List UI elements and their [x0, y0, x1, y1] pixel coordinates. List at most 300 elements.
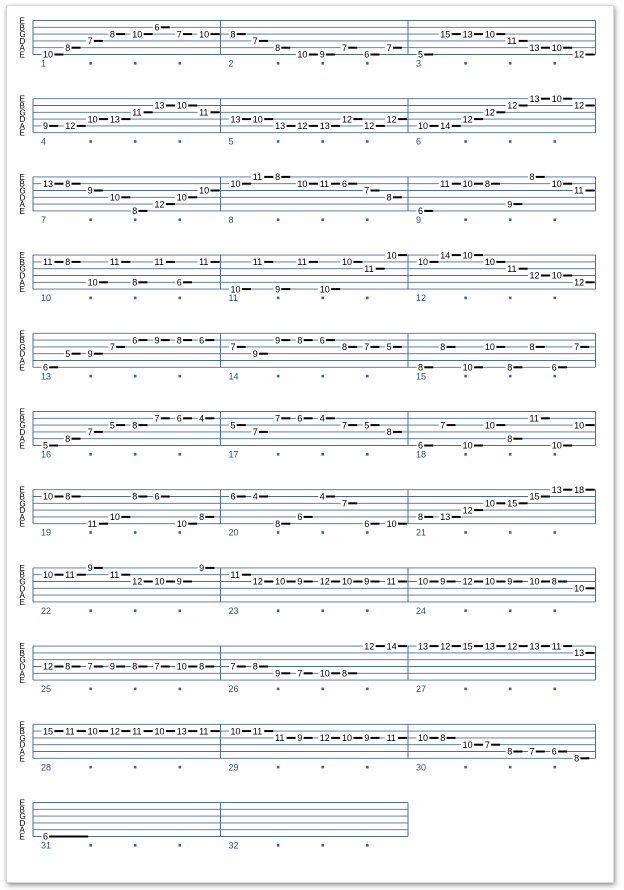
fret-number: 11	[109, 569, 120, 580]
beat-dot	[366, 375, 369, 378]
beat-dot	[179, 844, 182, 847]
fret-number: 5	[43, 440, 49, 451]
string-label-b: B	[19, 648, 25, 658]
string-label-a: A	[19, 825, 25, 835]
beat-dot	[321, 531, 324, 534]
fret-number: 10	[574, 583, 585, 594]
fret-number: 12	[252, 576, 263, 587]
fret-number: 7	[87, 427, 93, 438]
fret-number: 7	[529, 746, 535, 757]
fret-number: 13	[574, 648, 585, 659]
fret-number: 5	[364, 420, 370, 431]
fret-number: 5	[65, 348, 71, 359]
fret-number: 11	[529, 413, 539, 424]
fret-number: 10	[297, 49, 308, 60]
string-label-a: A	[19, 669, 25, 679]
fret-number: 10	[176, 100, 187, 111]
fret-number: 10	[176, 192, 187, 203]
fret-number: 11	[507, 263, 517, 274]
beat-dot	[464, 218, 467, 221]
beat-dot	[134, 375, 137, 378]
measure-number: 17	[228, 449, 239, 460]
fret-number: 6	[154, 491, 160, 502]
string-label-d: D	[19, 271, 26, 281]
string-label-a: A	[19, 278, 25, 288]
string-label-g: G	[19, 30, 26, 40]
beat-dot	[366, 140, 369, 143]
beat-dot	[89, 140, 92, 143]
fret-number: 8	[574, 753, 580, 764]
fret-number: 15	[43, 726, 54, 737]
fret-number: 12	[462, 114, 473, 125]
beat-dot	[464, 375, 467, 378]
fret-number: 9	[252, 348, 258, 359]
fret-number: 10	[418, 576, 429, 587]
fret-number: 8	[275, 172, 281, 183]
string-label-e: E	[19, 642, 25, 652]
string-label-b: B	[19, 727, 25, 737]
string-label-a: A	[19, 200, 25, 210]
fret-number: 7	[386, 42, 392, 53]
fret-number: 6	[342, 178, 348, 189]
beat-dot	[179, 375, 182, 378]
string-label-e: E	[19, 720, 25, 730]
fret-number: 11	[199, 726, 209, 737]
fret-number: 8	[484, 178, 490, 189]
measure-number: 14	[228, 371, 239, 382]
beat-dot	[509, 297, 512, 300]
fret-number: 13	[43, 178, 54, 189]
beat-dot	[366, 218, 369, 221]
beat-dot	[366, 62, 369, 65]
measure-number: 18	[416, 449, 427, 460]
fret-number: 10	[319, 668, 330, 679]
beat-dot	[277, 844, 280, 847]
fret-number: 6	[297, 512, 303, 523]
fret-number: 8	[342, 342, 348, 353]
string-label-e: E	[19, 363, 25, 373]
fret-number: 10	[484, 342, 495, 353]
fret-number: 10	[132, 29, 143, 40]
beat-dot	[366, 844, 369, 847]
fret-number: 11	[507, 36, 517, 47]
string-label-e: E	[19, 754, 25, 764]
beat-dot	[134, 844, 137, 847]
string-label-b: B	[19, 179, 25, 189]
fret-number: 7	[364, 185, 370, 196]
string-label-e: E	[19, 206, 25, 216]
fret-number: 7	[275, 413, 281, 424]
fret-number: 8	[275, 42, 281, 53]
beat-dot	[554, 140, 557, 143]
fret-number: 6	[132, 335, 138, 346]
fret-number: 12	[574, 277, 585, 288]
fret-number: 7	[342, 42, 348, 53]
measure-number: 12	[416, 293, 427, 304]
fret-number: 8	[230, 29, 236, 40]
measure-number: 4	[41, 136, 47, 147]
fret-number: 6	[43, 362, 49, 373]
string-label-d: D	[19, 193, 26, 203]
measure-number: 6	[416, 136, 422, 147]
fret-number: 10	[342, 257, 353, 268]
fret-number: 13	[551, 484, 562, 495]
beat-dot	[277, 375, 280, 378]
fret-number: 6	[199, 335, 205, 346]
beat-dot	[554, 609, 557, 612]
string-label-g: G	[19, 733, 26, 743]
beat-dot	[321, 766, 324, 769]
fret-number: 13	[176, 726, 187, 737]
fret-number: 9	[507, 576, 513, 587]
beat-dot	[134, 609, 137, 612]
fret-number: 10	[551, 42, 562, 53]
string-label-e: E	[19, 128, 25, 138]
fret-number: 8	[65, 433, 71, 444]
beat-dot	[464, 62, 467, 65]
fret-number: 10	[462, 250, 473, 261]
string-label-d: D	[19, 349, 26, 359]
string-label-g: G	[19, 342, 26, 352]
fret-number: 10	[43, 569, 54, 580]
string-label-a: A	[19, 747, 25, 757]
fret-number: 12	[319, 576, 330, 587]
beat-dot	[554, 218, 557, 221]
measure-number: 21	[416, 527, 427, 538]
beat-dot	[89, 297, 92, 300]
fret-number: 10	[275, 576, 286, 587]
beat-dot	[366, 688, 369, 691]
string-label-e: E	[19, 798, 25, 808]
fret-number: 5	[109, 420, 115, 431]
fret-number: 13	[529, 93, 540, 104]
fret-number: 10	[386, 518, 397, 529]
fret-number: 7	[342, 420, 348, 431]
fret-number: 12	[574, 100, 585, 111]
fret-number: 11	[230, 569, 240, 580]
beat-dot	[277, 531, 280, 534]
beat-dot	[89, 218, 92, 221]
beat-dot	[554, 766, 557, 769]
beat-dot	[509, 609, 512, 612]
measure-number: 26	[228, 684, 239, 695]
fret-number: 8	[440, 733, 446, 744]
beat-dot	[277, 453, 280, 456]
beat-dot	[277, 297, 280, 300]
beat-dot	[179, 62, 182, 65]
fret-number: 6	[176, 413, 182, 424]
fret-number: 8	[199, 512, 205, 523]
fret-number: 11	[574, 185, 584, 196]
fret-number: 9	[297, 733, 303, 744]
fret-number: 8	[507, 746, 513, 757]
fret-number: 8	[507, 362, 513, 373]
string-label-b: B	[19, 336, 25, 346]
fret-number: 8	[529, 172, 535, 183]
fret-number: 10	[154, 726, 165, 737]
fret-number: 7	[364, 342, 370, 353]
fret-number: 10	[252, 114, 263, 125]
fret-number: 8	[297, 335, 303, 346]
beat-dot	[464, 297, 467, 300]
string-label-e: E	[19, 407, 25, 417]
fret-number: 12	[507, 641, 518, 652]
beat-dot	[89, 609, 92, 612]
fret-number: 7	[342, 498, 348, 509]
beat-dot	[179, 688, 182, 691]
fret-number: 10	[230, 284, 241, 295]
fret-number: 10	[462, 739, 473, 750]
fret-number: 9	[176, 576, 182, 587]
fret-number: 10	[297, 178, 308, 189]
fret-number: 9	[43, 121, 49, 132]
beat-dot	[179, 531, 182, 534]
fret-number: 12	[507, 100, 518, 111]
beat-dot	[321, 218, 324, 221]
beat-dot	[321, 297, 324, 300]
fret-number: 7	[484, 739, 490, 750]
fret-number: 9	[507, 199, 513, 210]
fret-number: 10	[551, 93, 562, 104]
fret-number: 10	[418, 121, 429, 132]
fret-number: 8	[132, 420, 138, 431]
measure-number: 32	[228, 840, 239, 851]
fret-number: 10	[418, 733, 429, 744]
fret-number: 8	[551, 576, 557, 587]
measure-number: 22	[41, 605, 52, 616]
measure-number: 23	[228, 605, 239, 616]
fret-number: 12	[132, 576, 143, 587]
fret-number: 13	[529, 641, 540, 652]
fret-number: 10	[319, 284, 330, 295]
fret-number: 10	[484, 420, 495, 431]
beat-dot	[277, 62, 280, 65]
string-label-e: E	[19, 94, 25, 104]
string-label-e: E	[19, 172, 25, 182]
string-label-a: A	[19, 121, 25, 131]
fret-number: 10	[176, 661, 187, 672]
string-label-g: G	[19, 186, 26, 196]
fret-number: 10	[484, 498, 495, 509]
beat-dot	[277, 218, 280, 221]
measure-number: 19	[41, 527, 52, 538]
measure-number: 27	[416, 684, 427, 695]
fret-number: 10	[484, 576, 495, 587]
fret-number: 10	[386, 250, 397, 261]
beat-dot	[134, 766, 137, 769]
beat-dot	[134, 531, 137, 534]
fret-number: 8	[132, 206, 138, 217]
string-label-e: E	[19, 251, 25, 261]
beat-dot	[277, 140, 280, 143]
beat-dot	[89, 766, 92, 769]
beat-dot	[277, 609, 280, 612]
beat-dot	[554, 531, 557, 534]
fret-number: 10	[574, 420, 585, 431]
fret-number: 11	[252, 257, 263, 268]
fret-number: 8	[418, 362, 424, 373]
string-label-g: G	[19, 421, 26, 431]
fret-number: 8	[252, 661, 258, 672]
beat-dot	[321, 375, 324, 378]
beat-dot	[179, 140, 182, 143]
measure-number: 9	[416, 214, 422, 225]
fret-number: 12	[364, 121, 375, 132]
fret-number: 13	[109, 114, 120, 125]
fret-number: 9	[87, 563, 93, 574]
fret-number: 13	[275, 121, 286, 132]
fret-number: 7	[297, 668, 303, 679]
fret-number: 11	[551, 641, 562, 652]
fret-number: 12	[484, 107, 495, 118]
beat-dot	[179, 297, 182, 300]
fret-number: 9	[364, 733, 370, 744]
fret-number: 8	[342, 668, 348, 679]
string-label-d: D	[19, 818, 26, 828]
string-label-d: D	[19, 662, 26, 672]
fret-number: 6	[297, 413, 303, 424]
measure-number: 28	[41, 762, 52, 773]
string-label-a: A	[19, 591, 25, 601]
fret-number: 9	[87, 185, 93, 196]
fret-number: 11	[154, 257, 164, 268]
string-label-e: E	[19, 676, 25, 686]
string-label-d: D	[19, 584, 26, 594]
beat-dot	[464, 688, 467, 691]
fret-number: 4	[252, 491, 258, 502]
fret-number: 18	[574, 484, 585, 495]
measure-number: 15	[416, 371, 427, 382]
beat-dot	[89, 453, 92, 456]
fret-number: 9	[154, 335, 160, 346]
measure-number: 31	[41, 840, 52, 851]
beat-dot	[179, 453, 182, 456]
fret-number: 7	[154, 661, 160, 672]
measure-number: 25	[41, 684, 52, 695]
string-label-a: A	[19, 43, 25, 53]
measure-number: 7	[41, 214, 47, 225]
fret-number: 6	[176, 277, 182, 288]
fret-number: 10	[109, 512, 120, 523]
string-label-e: E	[19, 50, 25, 60]
fret-number: 11	[386, 576, 396, 587]
fret-number: 11	[440, 178, 450, 189]
string-label-e: E	[19, 519, 25, 529]
fret-number: 6	[364, 49, 370, 60]
string-label-g: G	[19, 108, 26, 118]
fret-number: 5	[386, 342, 392, 353]
beat-dot	[464, 531, 467, 534]
fret-number: 9	[87, 348, 93, 359]
fret-number: 4	[319, 491, 325, 502]
beat-dot	[134, 453, 137, 456]
beat-dot	[464, 766, 467, 769]
beat-dot	[134, 218, 137, 221]
beat-dot	[509, 766, 512, 769]
fret-number: 14	[440, 121, 451, 132]
beat-dot	[509, 218, 512, 221]
beat-dot	[554, 297, 557, 300]
fret-number: 13	[462, 29, 473, 40]
fret-number: 8	[418, 512, 424, 523]
string-label-d: D	[19, 427, 26, 437]
beat-dot	[509, 140, 512, 143]
beat-dot	[509, 531, 512, 534]
fret-number: 7	[87, 661, 93, 672]
fret-number: 5	[230, 420, 236, 431]
fret-number: 8	[199, 661, 205, 672]
measure-number: 20	[228, 527, 239, 538]
beat-dot	[509, 62, 512, 65]
fret-number: 8	[132, 491, 138, 502]
fret-number: 12	[297, 121, 308, 132]
measure-number: 13	[41, 371, 52, 382]
fret-number: 8	[386, 427, 392, 438]
string-label-g: G	[19, 655, 26, 665]
beat-dot	[464, 609, 467, 612]
fret-number: 10	[230, 178, 241, 189]
fret-number: 9	[275, 335, 281, 346]
fret-number: 6	[418, 440, 424, 451]
measure-number: 30	[416, 762, 427, 773]
beat-dot	[89, 688, 92, 691]
fret-number: 11	[87, 518, 97, 529]
fret-number: 11	[275, 733, 285, 744]
measure-number: 3	[416, 58, 422, 69]
string-label-b: B	[19, 257, 25, 267]
beat-dot	[89, 531, 92, 534]
fret-number: 11	[386, 733, 396, 744]
beat-dot	[321, 688, 324, 691]
string-label-g: G	[19, 499, 26, 509]
beat-dot	[554, 62, 557, 65]
measure-number: 8	[228, 214, 234, 225]
fret-number: 12	[364, 641, 375, 652]
fret-number: 12	[342, 114, 353, 125]
beat-dot	[321, 62, 324, 65]
measure-number: 1	[41, 58, 47, 69]
string-label-b: B	[19, 570, 25, 580]
fret-number: 10	[109, 192, 120, 203]
beat-dot	[179, 766, 182, 769]
string-label-g: G	[19, 577, 26, 587]
fret-number: 6	[230, 491, 236, 502]
fret-number: 11	[65, 726, 75, 737]
fret-number: 9	[319, 49, 325, 60]
fret-number: 8	[132, 277, 138, 288]
fret-number: 6	[364, 518, 370, 529]
fret-number: 8	[176, 335, 182, 346]
fret-number: 12	[109, 726, 120, 737]
string-label-b: B	[19, 23, 25, 33]
fret-number: 10	[462, 362, 473, 373]
fret-number: 7	[154, 413, 160, 424]
beat-dot	[509, 453, 512, 456]
string-label-b: B	[19, 101, 25, 111]
fret-number: 11	[252, 726, 263, 737]
string-label-d: D	[19, 115, 26, 125]
fret-number: 9	[297, 576, 303, 587]
beat-dot	[366, 297, 369, 300]
fret-number: 4	[199, 413, 205, 424]
fret-number: 5	[418, 49, 424, 60]
beat-dot	[554, 453, 557, 456]
fret-number: 7	[87, 36, 93, 47]
fret-number: 13	[484, 641, 495, 652]
string-label-b: B	[19, 805, 25, 815]
fret-number: 13	[418, 641, 429, 652]
fret-number: 10	[230, 726, 241, 737]
